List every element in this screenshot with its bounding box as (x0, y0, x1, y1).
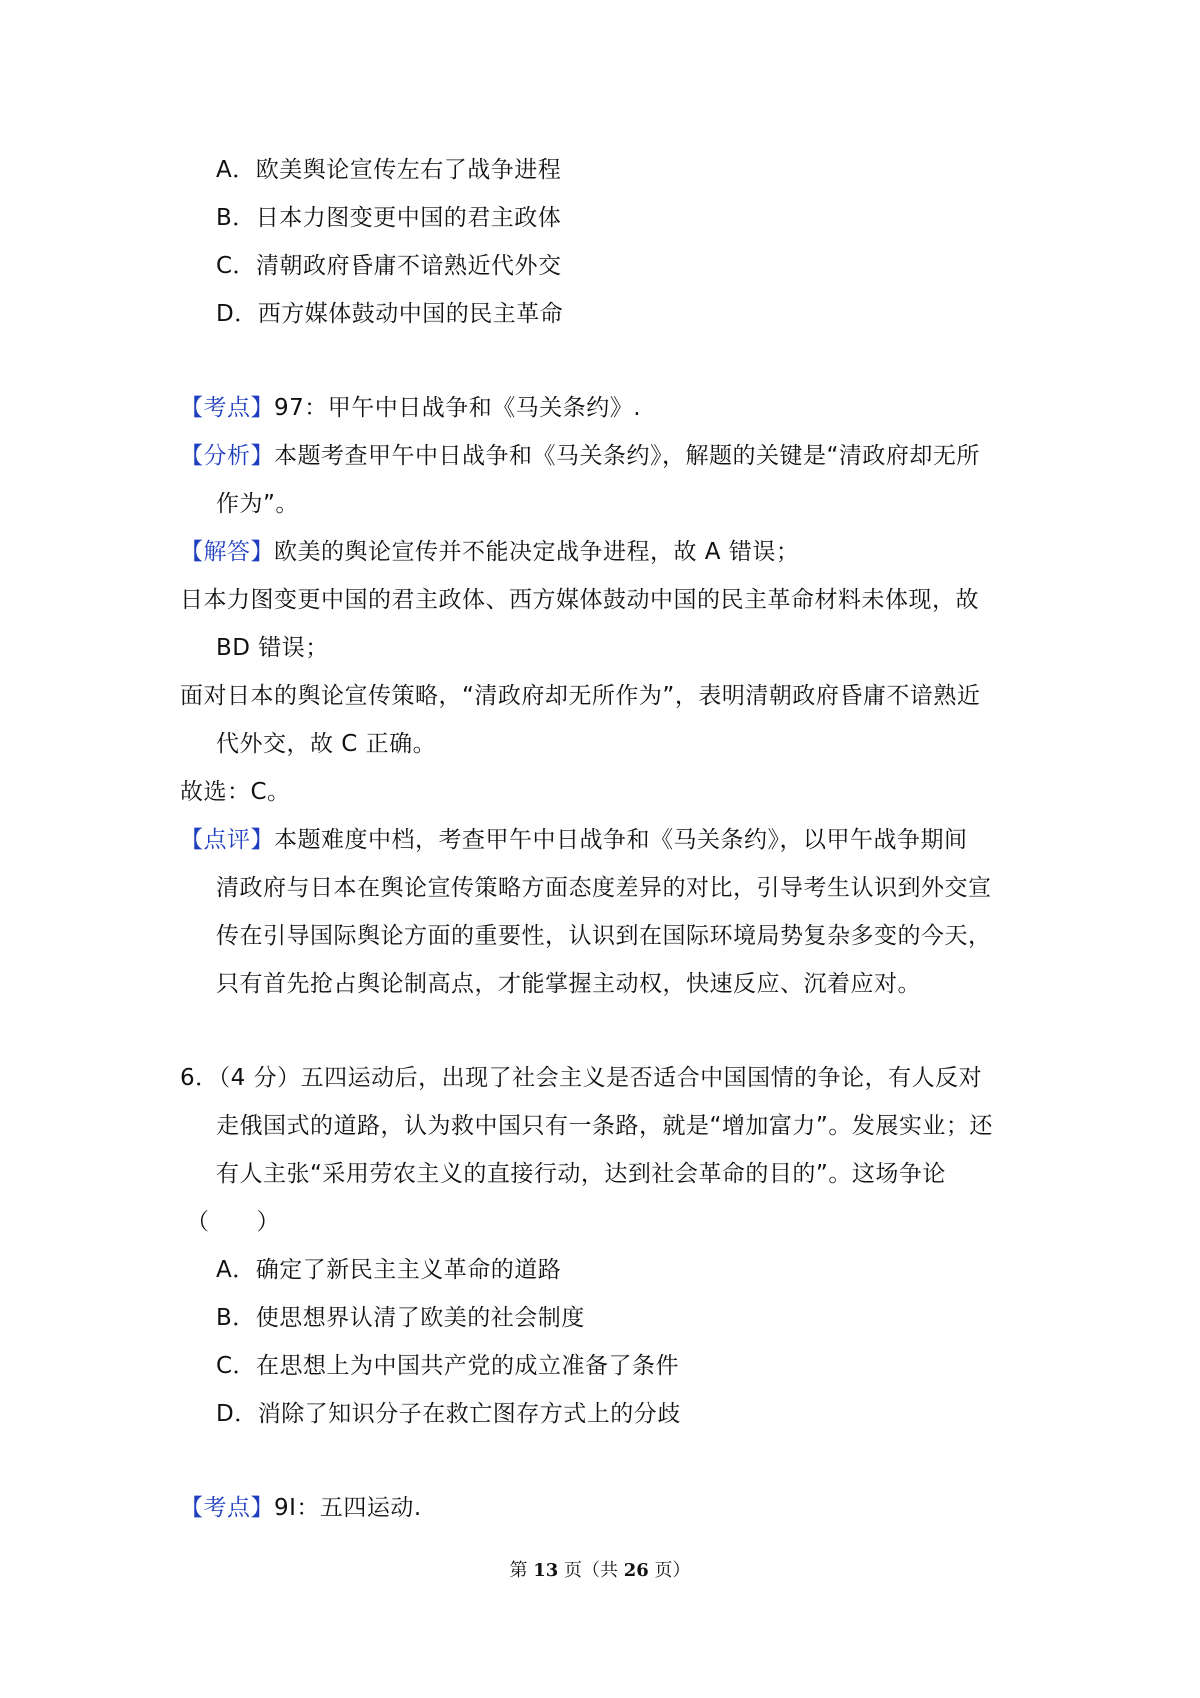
jieda-text-5: 代外交，故 C 正确。 (216, 731, 437, 757)
dianping-text-1: 本题难度中档，考查甲午中日战争和《马关条约》，以甲午战争期间 (274, 827, 968, 853)
q5-option-d: D．西方媒体鼓动中国的民主革命 (216, 301, 564, 327)
footer-middle: 页（共 (558, 1560, 624, 1581)
dianping-tag: 【点评】 (180, 827, 274, 853)
q6-kaodian-tag: 【考点】 (180, 1495, 274, 1521)
page-number: 13 (533, 1560, 559, 1581)
jieda-text-4: 面对日本的舆论宣传策略，“清政府却无所作为”，表明清朝政府昏庸不谙熟近 (180, 683, 981, 709)
q6-kaodian-text: 9I：五四运动. (274, 1495, 422, 1521)
q6-stem-2: 走俄国式的道路，认为救中国只有一条路，就是“增加富力”。发展实业；还 (216, 1113, 993, 1139)
q6-option-a: A．确定了新民主主义革命的道路 (216, 1257, 562, 1283)
q5-kaodian (180, 392, 641, 424)
q5-jieda (180, 536, 799, 568)
q6-option-d: D．消除了知识分子在救亡图存方式上的分歧 (216, 1401, 681, 1427)
q5-option-b: B．日本力图变更中国的君主政体 (216, 205, 562, 231)
q5-option-a: A．欧美舆论宣传左右了战争进程 (216, 157, 562, 183)
fenxi-tag: 【分析】 (180, 443, 274, 469)
q5-dianping (180, 824, 968, 856)
q6-option-c: C．在思想上为中国共产党的成立准备了条件 (216, 1353, 680, 1379)
kaodian-tag: 【考点】 (180, 395, 274, 421)
q5-fenxi (180, 440, 980, 472)
q6-stem-3: 有人主张“采用劳农主义的直接行动，达到社会革命的目的”。这场争论 (216, 1161, 946, 1187)
page-footer (0, 1558, 1200, 1584)
q6-answer-blank: （ ） (186, 1209, 280, 1235)
jieda-text-3: BD 错误； (216, 635, 329, 661)
fenxi-text-1: 本题考查甲午中日战争和《马关条约》，解题的关键是“清政府却无所 (274, 443, 980, 469)
q6-kaodian (180, 1492, 422, 1524)
jieda-text-1: 欧美的舆论宣传并不能决定战争进程，故 A 错误； (274, 539, 800, 565)
jieda-text-2: 日本力图变更中国的君主政体、西方媒体鼓动中国的民主革命材料未体现，故 (180, 587, 979, 613)
q6-stem-1: 6．（4 分）五四运动后，出现了社会主义是否适合中国国情的争论，有人反对 (180, 1065, 983, 1091)
footer-prefix: 第 (509, 1560, 534, 1581)
q6-option-b: B．使思想界认清了欧美的社会制度 (216, 1305, 585, 1331)
footer-suffix: 页） (648, 1560, 691, 1581)
dianping-text-4: 只有首先抢占舆论制高点，才能掌握主动权，快速反应、沉着应对。 (216, 971, 921, 997)
dianping-text-2: 清政府与日本在舆论宣传策略方面态度差异的对比，引导考生认识到外交宣 (216, 875, 992, 901)
dianping-text-3: 传在引导国际舆论方面的重要性，认识到在国际环境局势复杂多变的今天， (216, 923, 992, 949)
fenxi-text-2: 作为”。 (216, 491, 299, 517)
total-pages: 26 (623, 1560, 649, 1581)
answer-choice: 故选：C。 (180, 779, 291, 805)
q5-option-c: C．清朝政府昏庸不谙熟近代外交 (216, 253, 562, 279)
jieda-tag: 【解答】 (180, 539, 274, 565)
kaodian-text: 97：甲午中日战争和《马关条约》. (274, 395, 642, 421)
